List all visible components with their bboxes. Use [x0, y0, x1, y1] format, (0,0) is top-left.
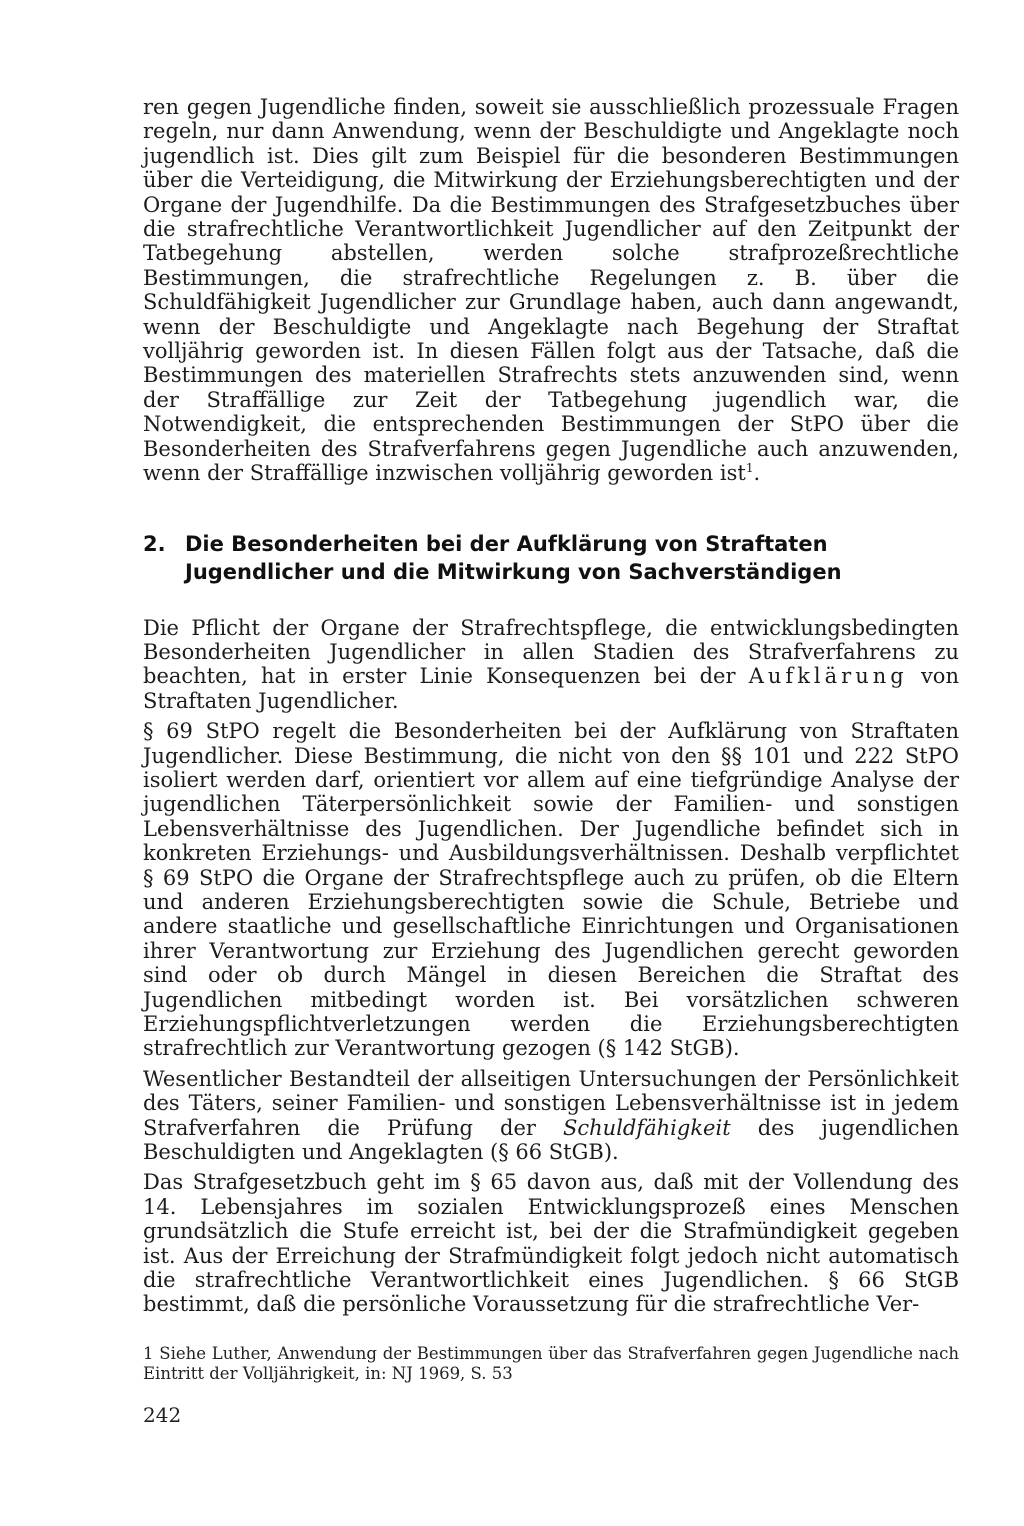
- footnote-area: [143, 1344, 959, 1383]
- heading-spacer: [143, 586, 959, 616]
- paragraph-1-text: ren gegen Jugendliche finden, soweit sie ausschließlich prozessuale Fragen regeln, nur dann Anwendung, wenn der Beschuldigte und Angeklagte noch jugendlich ist. Dies gilt zum Beispiel für die besonderen Bestimmungen über die Verteidigung, die Mitwirkung der Erziehungsberechtigten und der Organe der Jugendhilfe. Da die Bestimmungen des Strafgesetzbuches über die strafrechtliche Verantwortlichkeit Jugendlicher auf den Zeitpunkt der Tatbegehung abstellen, werden solche strafprozeßrechtliche Bestimmungen, die strafrechtliche Regelungen z. B. über die Schuldfähigkeit Jugendlicher zur Grundlage haben, auch dann angewandt, wenn der Beschuldigte und Angeklagte nach Begehung der Straftat volljährig geworden ist. In diesen Fällen folgt aus der Tatsache, daß die Bestimmungen des materiellen Strafrechts stets anzuwenden sind, wenn der Straffällige zur Zeit der Tatbegehung jugendlich war, die Notwendigkeit, die entsprechenden Bestimmungen der StPO über die Besonderheiten des Strafverfahrens gegen Jugendliche auch anzuwenden, wenn der Straffällige inzwischen volljährig geworden ist: [143, 95, 959, 486]
- paragraph-1-end: .: [753, 461, 761, 486]
- paragraph-4-emphasis: Schuldfähigkeit: [563, 1115, 731, 1140]
- paragraph-3: § 69 StPO regelt die Besonderheiten bei der Aufklärung von Straftaten Jugendlicher. Diese Bestimmung, die nicht von den §§ 101 und 222 StPO isoliert werden darf, orientiert vor allem auf eine tiefgründige Analyse der jugendlichen Täterpersönlichkeit sowie der Familien- und sonstigen Lebensverhältnisse des Jugendlichen. Der Jugendliche befindet sich in konkreten Erziehungs- und Ausbildungsverhältnissen. Deshalb verpflichtet § 69 StPO die Organe der Strafrechtspflege auch zu prüfen, ob die Eltern und anderen Erziehungsberechtigten sowie die Schule, Betriebe und andere staatliche und gesellschaftliche Einrichtungen und Organisationen ihrer Verantwortung zur Erziehung des Jugendlichen gerecht geworden sind oder ob durch Mängel in diesen Bereichen die Straftat des Jugendlichen mitbedingt worden ist. Bei vorsätzlichen schweren Erziehungspflichtverletzungen werden die Erziehungsberechtigten strafrechtlich zur Verantwortung gezogen (§ 142 StGB).: [143, 719, 959, 1061]
- paragraph-4-text-a: Wesentlicher Bestandteil der allseitigen Untersuchungen der Persönlichkeit des Täters, seiner Familien- und sonstigen Lebensverhältnisse ist in jedem Strafverfahren die Prüfung der: [143, 1066, 959, 1140]
- footnote-reference[interactable]: 1: [745, 461, 754, 476]
- footnote: [143, 1344, 959, 1383]
- section-number: 2.: [143, 531, 166, 556]
- page-body: [143, 95, 959, 1317]
- paragraph-continuation: [143, 95, 959, 486]
- paragraph-4: [143, 1067, 959, 1165]
- paragraph-2-text-a: Die Pflicht der Organe der Strafrechtspflege, die entwicklungsbedingten Besonderheiten Jugendlicher in allen Stadien des Strafverfahrens zu beachten, hat in erster Linie Konsequenzen bei der: [143, 615, 959, 689]
- section-heading: [143, 530, 959, 586]
- paragraph-5: Das Strafgesetzbuch geht im § 65 davon aus, daß mit der Vollendung des 14. Lebensjahres im sozialen Entwicklungsprozeß eines Menschen grundsätzlich die Stufe erreicht ist, bei der die Strafmündigkeit gegeben ist. Aus der Erreichung der Strafmündigkeit folgt jedoch nicht automatisch die strafrechtliche Verantwortlichkeit eines Jugendlichen. § 66 StGB bestimmt, daß die persönliche Voraussetzung für die strafrechtliche Ver-: [143, 1170, 959, 1317]
- footnote-text: Siehe Luther, Anwendung der Bestimmungen über das Strafverfahren gegen Jugendliche nach Eintritt der Volljährigkeit, in: NJ 1969, S. 53: [143, 1344, 959, 1383]
- footnote-marker: 1: [143, 1344, 154, 1363]
- section-spacer: [143, 486, 959, 530]
- paragraph-2-text-b: von Straftaten Jugendlicher.: [143, 664, 959, 713]
- paragraph-2-emphasis: Aufklärung: [748, 664, 908, 689]
- paragraph-4-text-b: des jugendlichen Beschuldigten und Angeklagten (§ 66 StGB).: [143, 1115, 959, 1165]
- paragraph-2: [143, 616, 959, 714]
- section-title: Die Besonderheiten bei der Aufklärung von Straftaten Jugendlicher und die Mitwirkung von Sachverständigen: [185, 531, 842, 584]
- page-number: 242: [143, 1403, 182, 1427]
